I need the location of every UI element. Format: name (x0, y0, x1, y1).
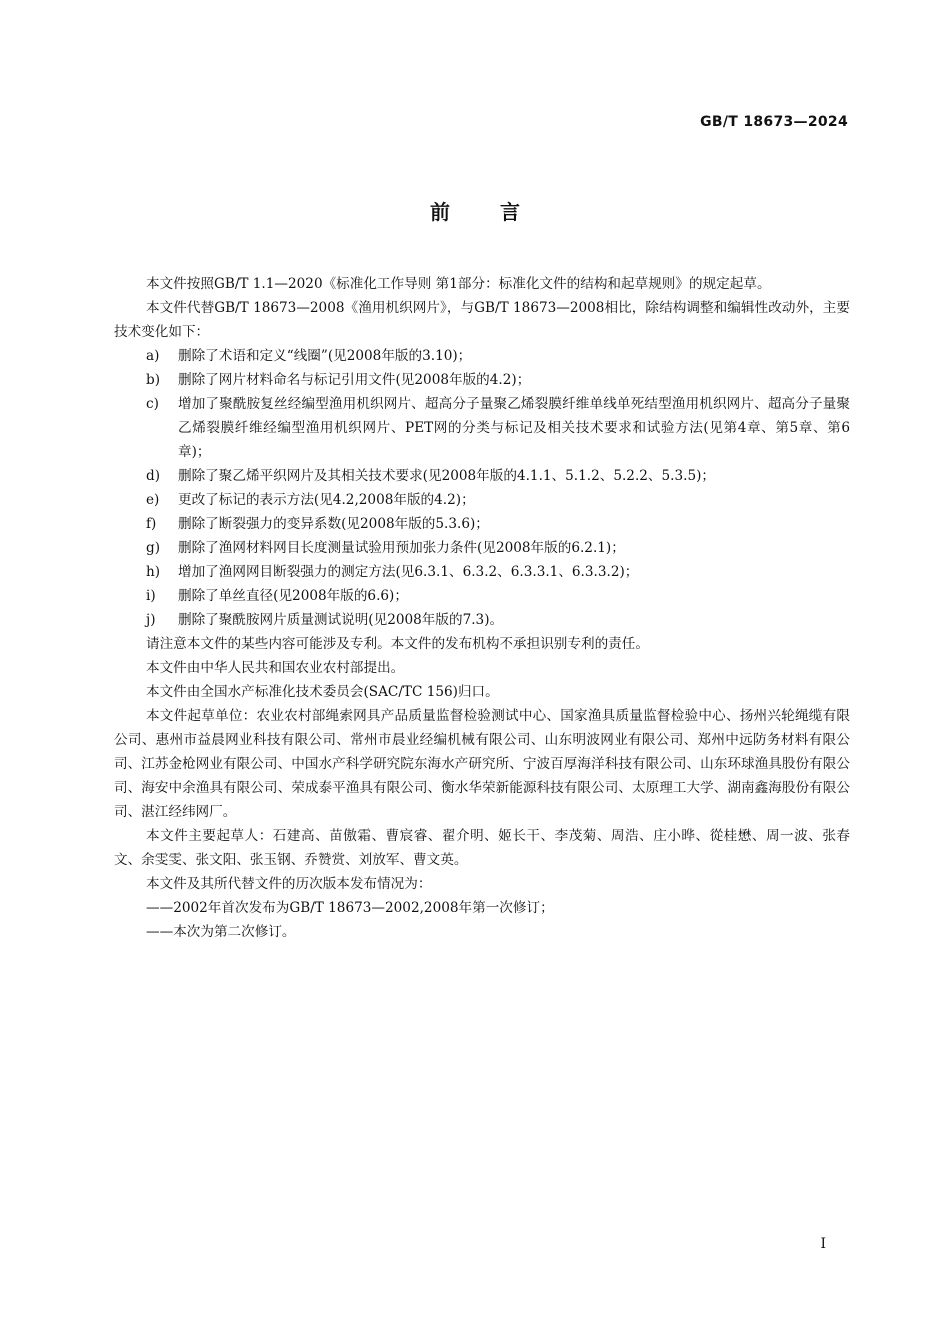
version-history-item: ——2002年首次发布为GB/T 18673—2002,2008年第一次修订； (146, 900, 554, 916)
list-item-label: j) (146, 612, 156, 628)
list-item (114, 392, 850, 464)
list-item-label: d) (146, 468, 161, 484)
change-list (114, 344, 850, 632)
page-title: 前言 (430, 200, 570, 224)
list-item (114, 560, 850, 584)
list-item (114, 344, 850, 368)
list-item-text: 删除了聚乙烯平织网片及其相关技术要求(见2008年版的4.1.1、5.1.2、5.2.2、5.3.5)； (178, 468, 715, 484)
list-item-label: a) (146, 348, 160, 364)
list-item-text: 删除了术语和定义“线圈”(见2008年版的3.10)； (178, 348, 472, 364)
list-item (114, 536, 850, 560)
list-item-label: f) (146, 516, 157, 532)
list-item (114, 488, 850, 512)
page-number: I (820, 1236, 826, 1252)
list-item-label: e) (146, 492, 160, 508)
intro-paragraph: 本文件按照GB/T 1.1—2020《标准化工作导则 第1部分：标准化文件的结构和起草规则》的规定起草。 (146, 276, 771, 292)
list-item-text: 删除了渔网材料网目长度测量试验用预加张力条件(见2008年版的6.2.1)； (178, 540, 625, 556)
list-item-text: 更改了标记的表示方法(见4.2,2008年版的4.2)； (178, 492, 475, 508)
drafting-units: 本文件起草单位：农业农村部绳索网具产品质量监督检验测试中心、国家渔具质量监督检验中心、扬州兴轮绳缆有限公司、惠州市益晨网业科技有限公司、常州市晨业经编机械有限公司、山东明波网业有限公司、郑州中远防务材料有限公司、江苏金枪网业有限公司、中国水产科学研究院东海水产研究所、宁波百厚海洋科技有限公司、山东环球渔具股份有限公司、海安中余渔具有限公司、荣成泰平渔具有限公司、衡水华荣新能源科技有限公司、太原理工大学、湖南鑫海股份有限公司、湛江经纬网厂。 (114, 708, 850, 820)
list-item-text: 删除了断裂强力的变异系数(见2008年版的5.3.6)； (178, 516, 489, 532)
list-item (114, 368, 850, 392)
version-history-item: ——本次为第二次修订。 (146, 924, 296, 940)
list-item-text: 删除了单丝直径(见2008年版的6.6)； (178, 588, 408, 604)
standard-number: GB/T 18673—2024 (700, 114, 848, 130)
patent-notice: 请注意本文件的某些内容可能涉及专利。本文件的发布机构不承担识别专利的责任。 (146, 636, 649, 652)
list-item (114, 608, 850, 632)
list-item-label: c) (146, 396, 159, 412)
list-item-label: g) (146, 540, 161, 556)
list-item (114, 584, 850, 608)
version-history-heading: 本文件及其所代替文件的历次版本发布情况为： (146, 876, 432, 892)
list-item-text: 删除了网片材料命名与标记引用文件(见2008年版的4.2)； (178, 372, 531, 388)
list-item-text: 增加了聚酰胺复丝经编型渔用机织网片、超高分子量聚乙烯裂膜纤维单线单死结型渔用机织网片、超高分子量聚乙烯裂膜纤维经编型渔用机织网片、PET网的分类与标记及相关技术要求和试验方法(见第4章、第5章、第6章)； (178, 396, 850, 460)
list-item (114, 464, 850, 488)
list-item-label: b) (146, 372, 161, 388)
document-body (114, 272, 850, 944)
list-item-label: h) (146, 564, 161, 580)
list-item-text: 删除了聚酰胺网片质量测试说明(见2008年版的7.3)。 (178, 612, 504, 628)
intro-paragraph: 本文件代替GB/T 18673—2008《渔用机织网片》，与GB/T 18673—2008相比，除结构调整和编辑性改动外，主要技术变化如下： (114, 300, 850, 340)
drafters: 本文件主要起草人：石建高、苗傲霜、曹宸睿、翟介明、姬长干、李茂菊、周浩、庄小晔、從桂懋、周一波、张春文、余雯雯、张文阳、张玉钢、乔赞赏、刘放军、曹文英。 (114, 828, 850, 868)
proposer-statement: 本文件由中华人民共和国农业农村部提出。 (146, 660, 405, 676)
list-item-text: 增加了渔网网目断裂强力的测定方法(见6.3.1、6.3.2、6.3.3.1、6.3.3.2)； (178, 564, 639, 580)
committee-statement: 本文件由全国水产标准化技术委员会(SAC/TC 156)归口。 (146, 684, 499, 700)
list-item-label: i) (146, 588, 156, 604)
list-item (114, 512, 850, 536)
